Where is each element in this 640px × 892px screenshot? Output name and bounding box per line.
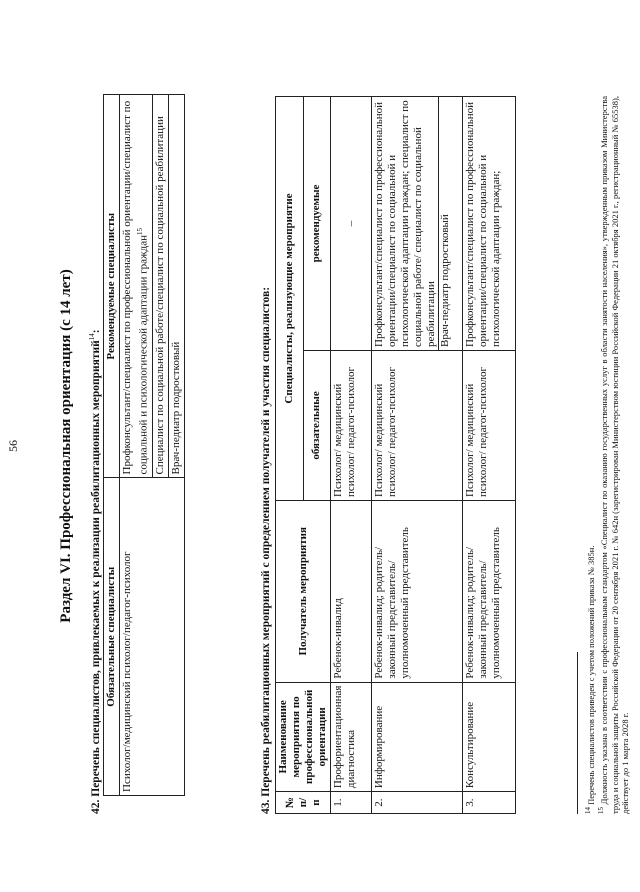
row-number: 3.	[463, 792, 516, 814]
footnotes	[583, 96, 631, 814]
footnote-marker: 14	[584, 807, 592, 814]
measure-name: Консультирование	[463, 682, 516, 792]
specialists-list-heading	[88, 329, 102, 814]
row-number: 1.	[331, 792, 372, 814]
recommended-header: рекомендуемые	[303, 97, 331, 351]
row-number: 2.	[372, 792, 463, 814]
specialists-table	[103, 94, 185, 796]
recommended-specialist-1	[120, 95, 153, 478]
recommended-specialist-2: Специалист по социальной работе/специалист по социальной реабилитации	[152, 95, 168, 478]
footnote-divider	[577, 652, 578, 814]
footnote-text: Перечень специалистов приведен с учетом положений приказа № 385н.	[585, 545, 596, 805]
footnote-15	[596, 96, 630, 814]
heading-colon: :	[89, 329, 102, 334]
specialists-list-heading-text: 42. Перечень специалистов, привлекаемых к реализации реабилитационных мероприятий	[89, 340, 102, 814]
mandatory-specialists-header: Обязательные специалисты	[104, 478, 120, 796]
recipient-header: Получатель мероприятия	[276, 501, 331, 683]
footnote-text: Должность указана в соответствии с профессиональным стандартом «Специалист по оказанию государственных услуг в области занятости населения», утвержденным приказом Министерства труда и социальной защиты Российской Федерации от 20 сентября 2021 г. № 642н (зарегистрирован Министерством юстиции Российской Федерации 21 октября 2021 г., регистрационный № 65538), действует до 1 марта 2028 г.	[599, 96, 631, 814]
specialists-header: Специалисты, реализующие мероприятие	[276, 97, 304, 501]
measure-recipient: Ребенок-инвалид	[331, 501, 372, 683]
recommended-specialists-extra: Врач-педиатр подростковый	[438, 97, 452, 350]
table-row	[463, 97, 516, 814]
measures-table	[275, 96, 516, 814]
table-row	[331, 97, 372, 814]
measure-name-header: Наименование мероприятия по профессиональной ориентации	[276, 682, 331, 792]
footnote-ref-15: 15	[136, 227, 144, 235]
recommended-specialists: –	[331, 97, 372, 351]
recommended-specialist-1-text: Профконсультант/специалист по профессиональной ориентации/специалист по социальной и психологической адаптации граждан	[121, 100, 150, 475]
table-row	[372, 97, 463, 814]
mandatory-specialists-cell: Психолог/медицинский психолог/педагог-психолог	[120, 478, 185, 796]
mandatory-specialists: Психолог/ медицинский психолог/ педагог-психолог	[463, 350, 516, 500]
recommended-specialists: Профконсультант/специалист по профессиональной ориентации/специалист по социальной и психологической адаптации граждан;	[463, 97, 516, 351]
section-title: Раздел VI. Профессиональная ориентация (с 14 лет)	[58, 269, 74, 623]
recommended-specialists-header: Рекомендуемые специалисты	[104, 95, 120, 478]
footnote-ref-14: 14	[88, 333, 96, 341]
mandatory-specialists: Психолог/ медицинский психолог/ педагог-психолог	[372, 350, 463, 500]
measure-recipient: Ребенок-инвалид; родитель/ законный представитель/ уполномоченный представитель	[463, 501, 516, 683]
number-header: № п/п	[276, 792, 331, 814]
recommended-specialists-main: Профконсультант/специалист по профессиональной ориентации/специалист по социальной и психологической адаптации граждан; специалист по социальной работе/ специалист по социальной реабилитации	[373, 100, 437, 347]
footnote-14	[583, 96, 596, 814]
measure-recipient: Ребенок-инвалид; родитель/ законный представитель/ уполномоченный представитель	[372, 501, 463, 683]
mandatory-specialists: Психолог/ медицинский психолог/ педагог-психолог	[331, 350, 372, 500]
measure-name: Информирование	[372, 682, 463, 792]
recommended-specialist-3: Врач-педиатр подростковый	[168, 95, 184, 478]
measures-list-heading: 43. Перечень реабилитационных мероприятий с определением получателей и участия специалистов:	[260, 286, 272, 814]
page-number: 56	[6, 440, 20, 452]
recommended-specialists	[372, 97, 463, 351]
footnote-marker: 15	[597, 807, 606, 814]
measure-name: Профориентационная диагностика	[331, 682, 372, 792]
mandatory-header: обязательные	[303, 350, 331, 500]
